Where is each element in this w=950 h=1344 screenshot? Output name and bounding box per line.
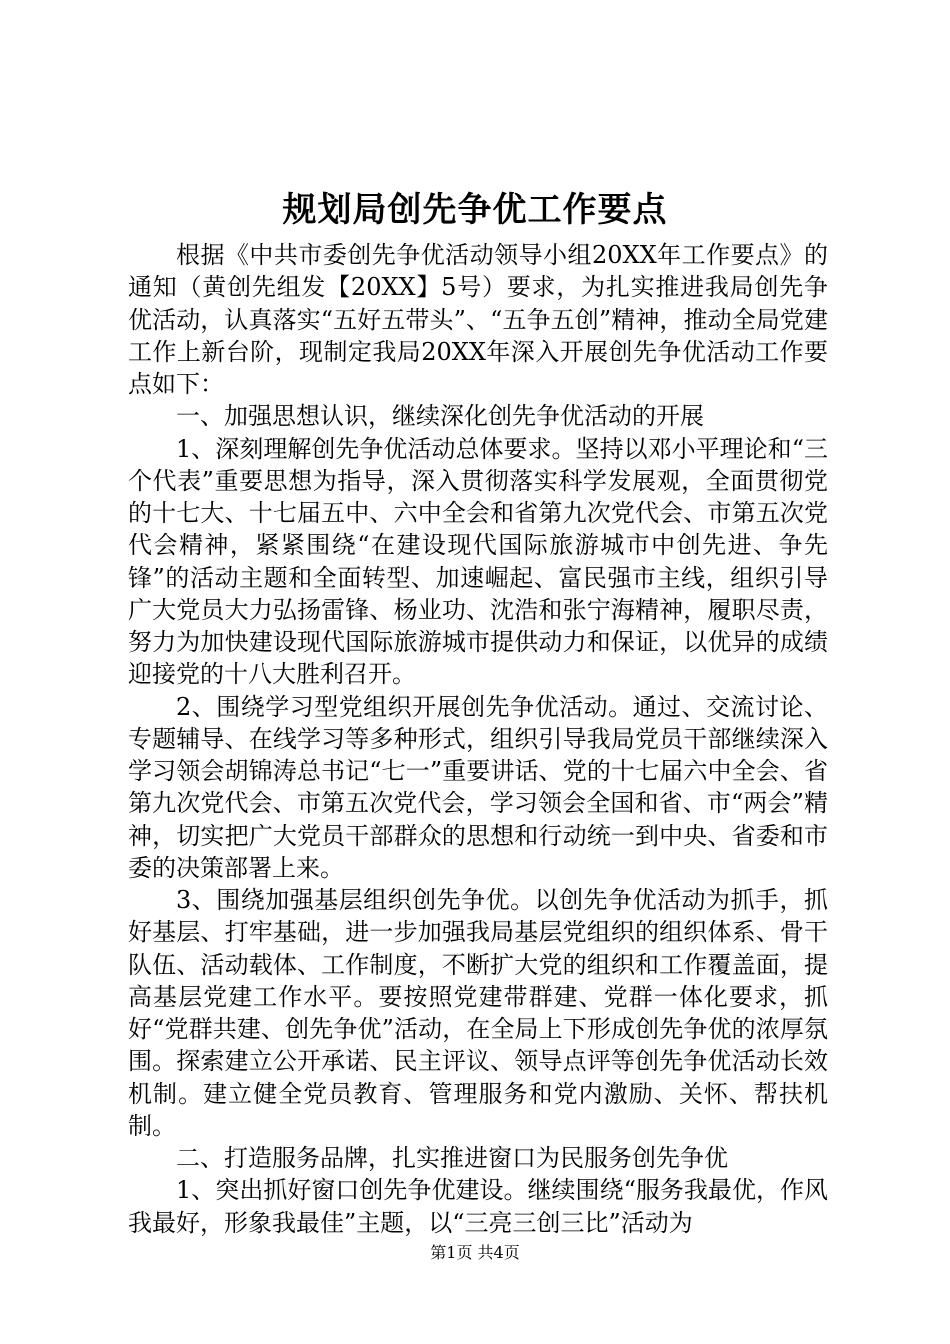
paragraph-1-3: 3、围绕加强基层组织创先争优。以创先争优活动为抓手，抓好基层、打牢基础，进一步加强我局基层党组织的组织体系、骨干队伍、活动载体、工作制度，不断扩大党的组织和工作覆盖面，提高基层党建工作水平。要按照党建带群建、党群一体化要求，抓好“党群共建、创先争优”活动，在全局上下形成创先争优的浓厚氛围。探索建立公开承诺、民主评议、领导点评等创先争优活动长效机制。建立健全党员教育、管理服务和党内激励、关怀、帮扶机制。 — [128, 886, 828, 1140]
paragraph-1-1: 1、深刻理解创先争优活动总体要求。坚持以邓小平理论和“三个代表”重要思想为指导，深入贯彻落实科学发展观，全面贯彻党的十七大、十七届五中、六中全会和省第九次党代会、市第五次党代会精神，紧紧围绕“在建设现代国际旅游城市中创先进、争先锋”的活动主题和全面转型、加速崛起、富民强市主线，组织引导广大党员大力弘扬雷锋、杨业功、沈浩和张宁海精神，履职尽责，努力为加快建设现代国际旅游城市提供动力和保证，以优异的成绩迎接党的十八大胜利召开。 — [128, 434, 828, 689]
paragraph-1-2: 2、围绕学习型党组织开展创先争优活动。通过、交流讨论、专题辅导、在线学习等多种形式，组织引导我局党员干部继续深入学习领会胡锦涛总书记“七一”重要讲话、党的十七届六中全会、省第九次党代会、市第五次党代会，学习领会全国和省、市“两会”精神，切实把广大党员干部群众的思想和行动统一到中央、省委和市委的决策部署上来。 — [128, 692, 828, 882]
section-heading-2: 二、打造服务品牌，扎实推进窗口为民服务创先争优 — [176, 1144, 728, 1172]
paragraph-intro: 根据《中共市委创先争优活动领导小组20XX年工作要点》的通知（黄创先组发【20XX】5号）要求，为扎实推进我局创先争优活动，认真落实“五好五带头”、“五争五创”精神，推动全局党建工作上新台阶，现制定我局20XX年深入开展创先争优活动工作要点如下： — [128, 241, 828, 398]
page-footer: 第1页 共4页 — [430, 1243, 520, 1262]
section-heading-1: 一、加强思想认识，继续深化创先争优活动的开展 — [176, 402, 704, 431]
document-body — [128, 239, 828, 1239]
document-title: 规划局创先争优工作要点 — [282, 190, 668, 230]
paragraph-2-1: 1、突出抓好窗口创先争优建设。继续围绕“服务我最优，作风我最好，形象我最佳”主题，以“三亮三创三比”活动为 — [128, 1176, 828, 1237]
